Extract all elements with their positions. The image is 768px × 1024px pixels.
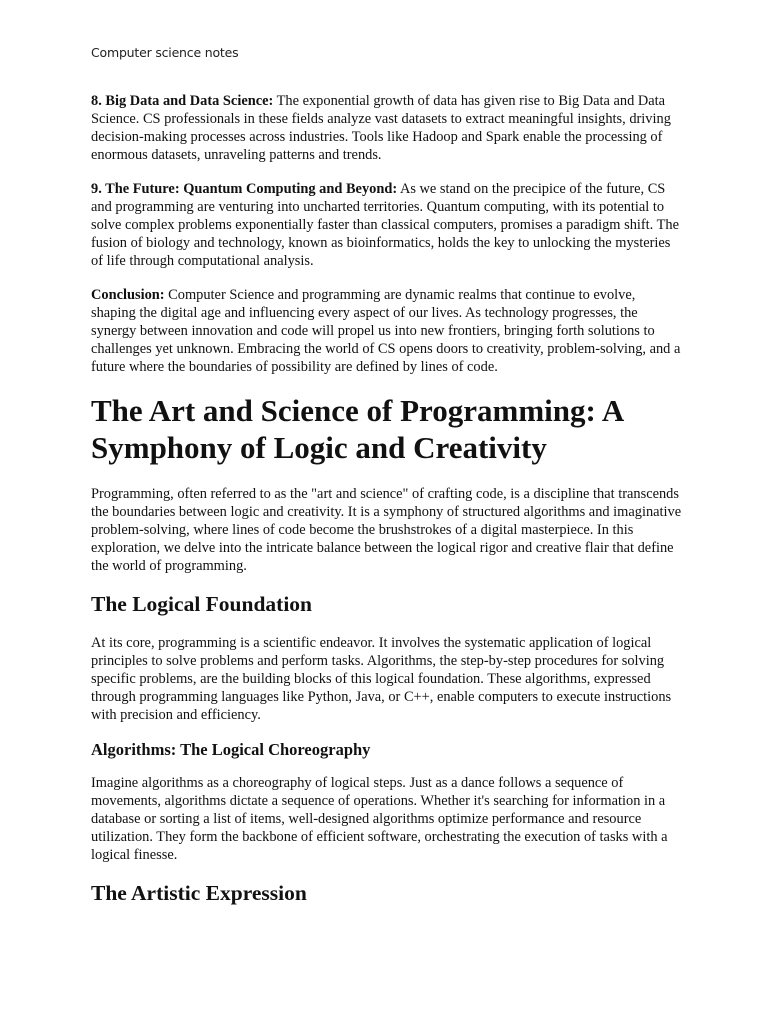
paragraph-big-data: [91, 92, 683, 164]
paragraph-intro: Programming, often referred to as the "art and science" of crafting code, is a discipline that transcends the boundaries between logic and creativity. It is a symphony of structured algorithms and imaginative problem-solving, where lines of code become the brushstrokes of a digital masterpiece. In this exploration, we delve into the intricate balance between the logical rigor and creative flair that define the world of programming.: [91, 486, 682, 574]
paragraph-conclusion: [91, 286, 683, 376]
paragraph-lead: Conclusion:: [91, 287, 165, 303]
paragraph-lead: 8. Big Data and Data Science:: [91, 93, 274, 109]
paragraph-future: [91, 180, 683, 270]
paragraph-text: The exponential growth of data has given rise to Big Data and Data Science. CS professionals in these fields analyze vast datasets to extract meaningful insights, driving decision-making processes across industries. Tools like Hadoop and Spark enable the processing of enormous datasets, unraveling patterns and trends.: [91, 93, 671, 163]
heading-artistic-expression: The Artistic Expression: [91, 881, 307, 905]
paragraph-logical-foundation: At its core, programming is a scientific endeavor. It involves the systematic application of logical principles to solve problems and perform tasks. Algorithms, the step-by-step procedures for solving specific problems, are the building blocks of this logical foundation. These algorithms, expressed through programming languages like Python, Java, or C++, enable computers to execute instructions with precision and efficiency.: [91, 635, 672, 723]
document-body: [91, 92, 683, 923]
heading-algorithms: Algorithms: The Logical Choreography: [91, 740, 371, 759]
article-title: The Art and Science of Programming: A Symphony of Logic and Creativity: [91, 393, 623, 465]
heading-logical-foundation: The Logical Foundation: [91, 592, 313, 616]
paragraph-algorithms: Imagine algorithms as a choreography of logical steps. Just as a dance follows a sequence of movements, algorithms dictate a sequence of operations. Whether it's searching for information in a database or sorting a list of items, well-designed algorithms optimize performance and resource utilization. They form the backbone of efficient software, orchestrating the execution of tasks with a logical finesse.: [91, 775, 668, 863]
running-header: Computer science notes: [91, 45, 239, 60]
paragraph-text: Computer Science and programming are dynamic realms that continue to evolve, shaping the digital age and influencing every aspect of our lives. As technology progresses, the synergy between innovation and code will propel us into new frontiers, bringing forth solutions to challenges yet unknown. Embracing the world of CS opens doors to creativity, problem-solving, and a future where the boundaries of possibility are defined by lines of code.: [91, 287, 681, 375]
paragraph-text: As we stand on the precipice of the future, CS and programming are venturing into uncharted territories. Quantum computing, with its potential to solve complex problems exponentially faster than classical computers, promises a paradigm shift. The fusion of biology and technology, known as bioinformatics, holds the key to unlocking the mysteries of life through computational analysis.: [91, 181, 679, 269]
paragraph-lead: 9. The Future: Quantum Computing and Beyond:: [91, 181, 398, 197]
